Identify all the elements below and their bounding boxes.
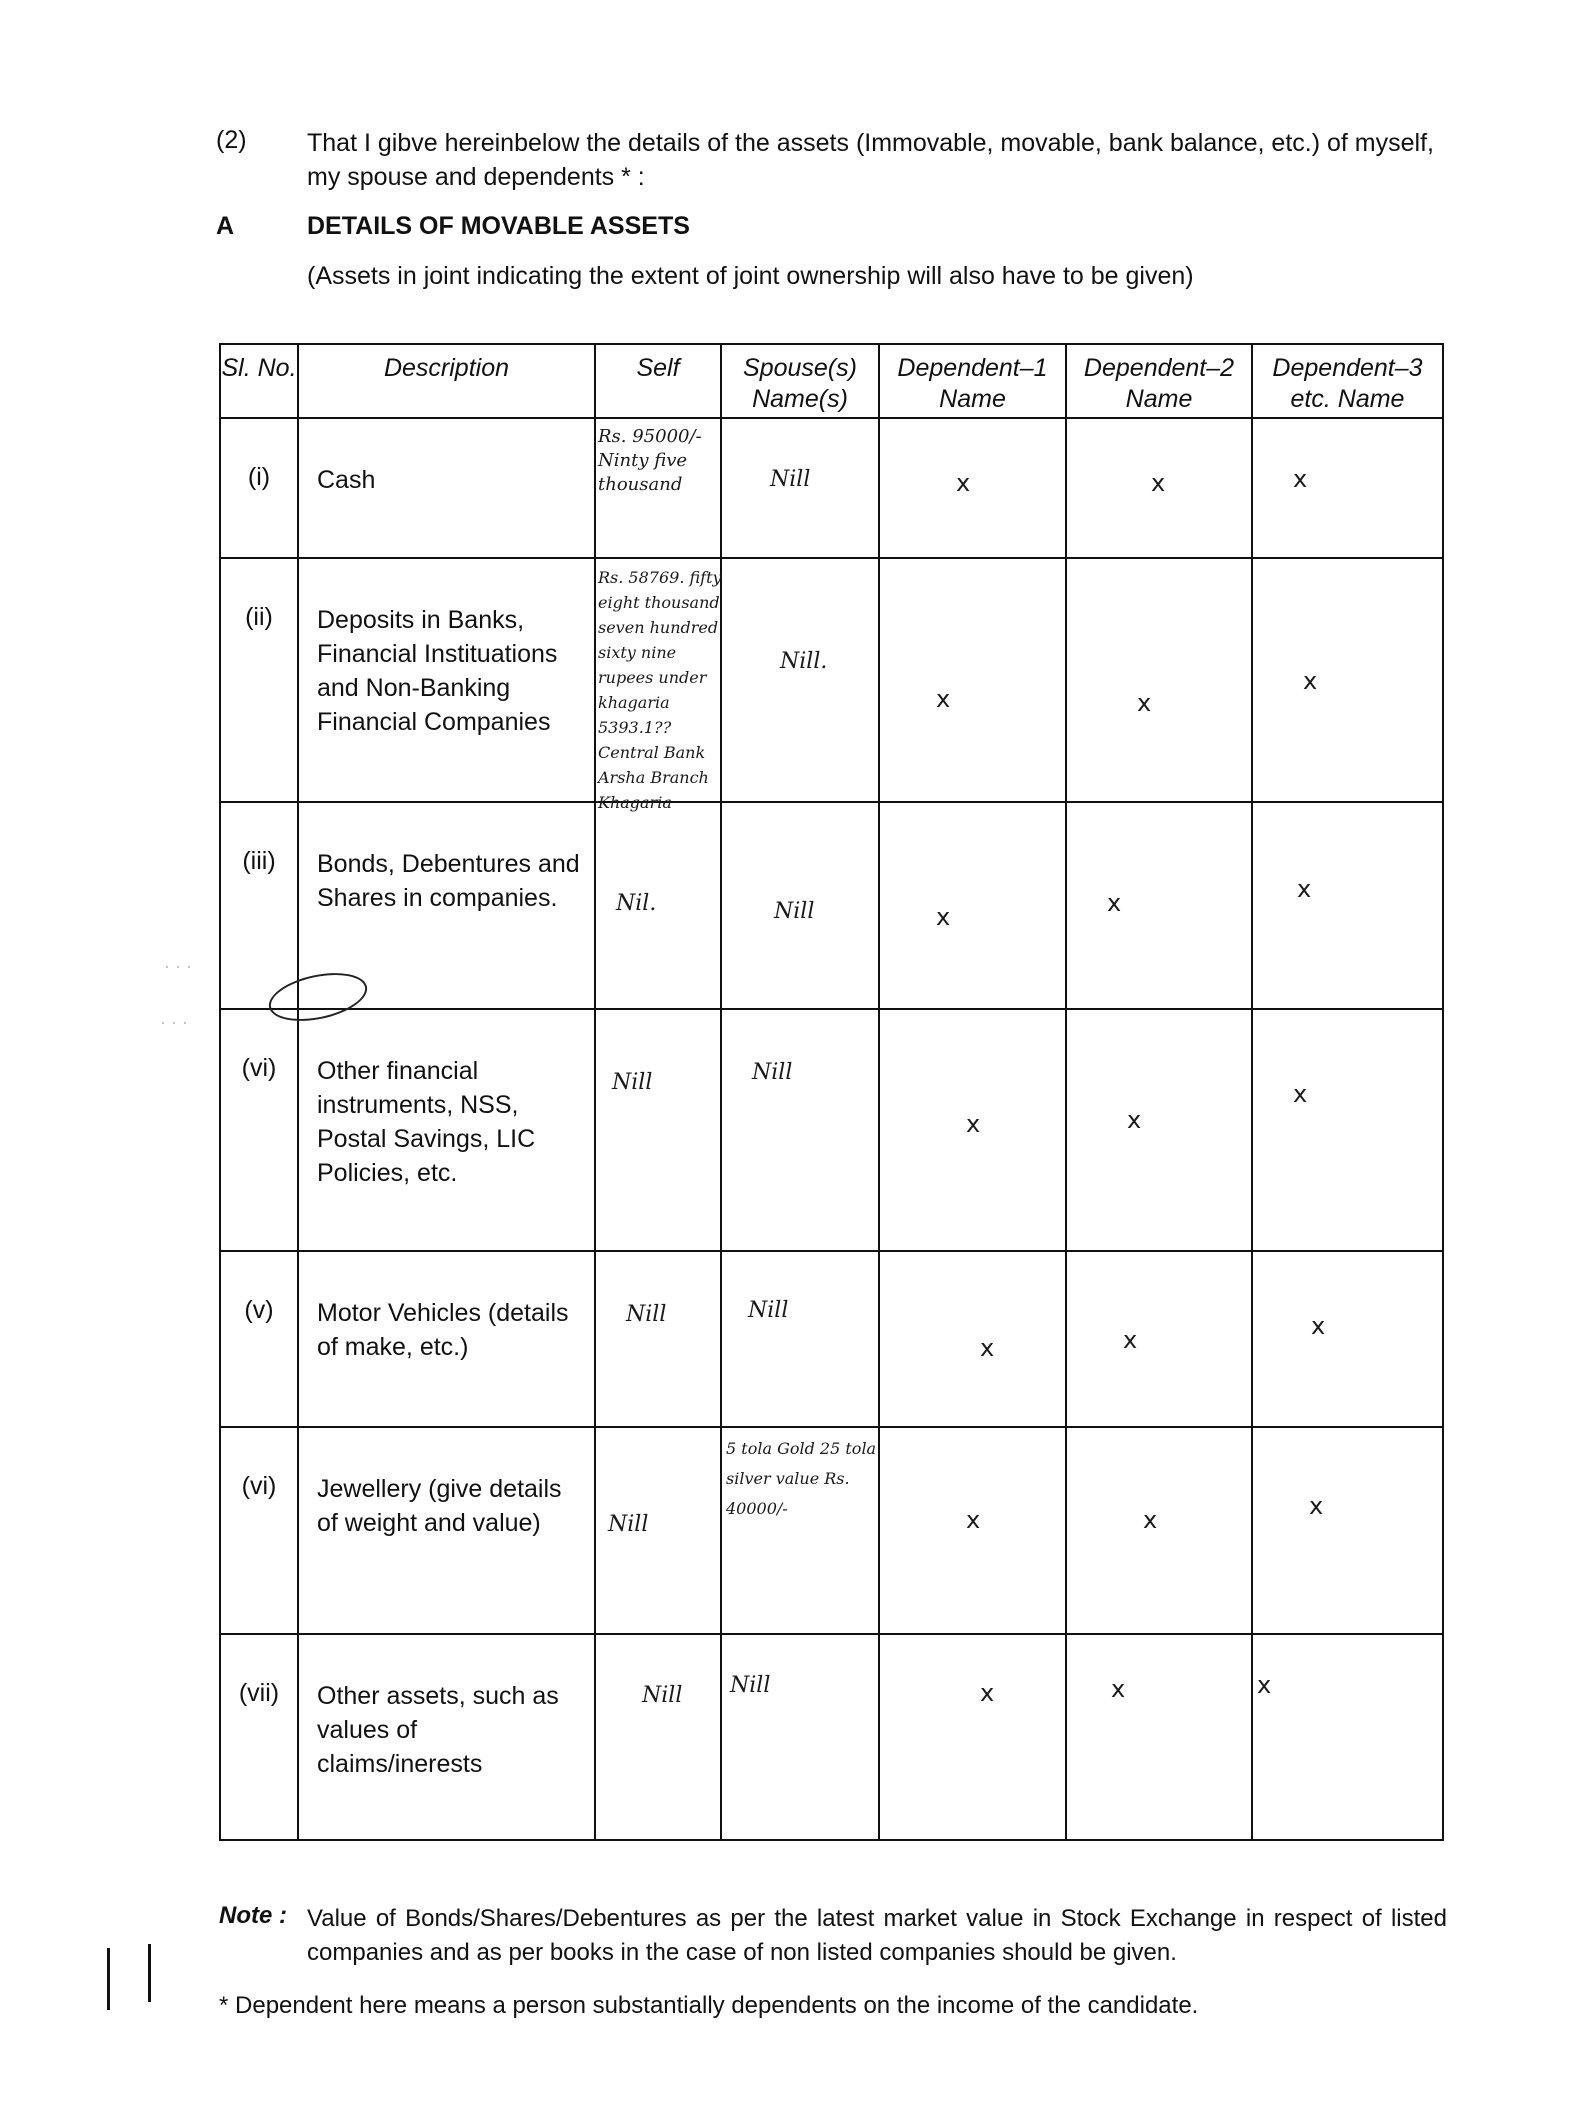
cross-mark: x	[956, 469, 971, 497]
handwritten-spouse: Nill	[774, 899, 815, 924]
row-sl-no: (vi)	[220, 1009, 298, 1251]
section-letter: A	[216, 212, 235, 240]
cross-mark: x	[1151, 469, 1166, 497]
cross-mark: x	[1311, 1312, 1326, 1340]
row-dependent-3	[1252, 1634, 1443, 1840]
row-self	[595, 1427, 721, 1634]
handwritten-self: Nil.	[616, 891, 657, 916]
intro-paragraph: That I gibve hereinbelow the details of the assets (Immovable, movable, bank balance, etc.) of myself, my spouse and dependents * :	[307, 129, 1434, 191]
handwritten-self: Rs. 58769. fifty eight thousand seven hundred sixty nine rupees under khagaria 5393.1?? Central Bank Arsha Branch Khagaria	[598, 568, 722, 812]
row-self	[595, 558, 722, 812]
row-spouse	[721, 1009, 879, 1251]
row-dependent-1	[879, 1634, 1066, 1840]
cross-mark: x	[1293, 465, 1308, 493]
cross-mark: x	[966, 1506, 981, 1534]
cross-mark: x	[936, 903, 951, 931]
row-dependent-2	[1066, 418, 1252, 558]
row-description: Bonds, Debentures and Shares in companies.	[298, 802, 595, 1009]
row-spouse	[721, 1427, 879, 1634]
cross-mark: x	[1309, 1492, 1324, 1520]
handwritten-spouse: Nill	[730, 1673, 771, 1698]
handwritten-spouse: 5 tola Gold 25 tola silver value Rs. 40000/-	[726, 1439, 877, 1518]
row-dependent-2	[1066, 1009, 1252, 1251]
row-dependent-1	[879, 1251, 1066, 1427]
row-dependent-2	[1066, 1427, 1252, 1634]
table-row	[220, 558, 1443, 802]
row-spouse	[721, 1251, 879, 1427]
cross-mark: x	[936, 685, 951, 713]
row-spouse	[721, 558, 879, 802]
row-spouse	[721, 1634, 879, 1840]
cross-mark: x	[1123, 1326, 1138, 1354]
cross-mark: x	[980, 1679, 995, 1707]
row-description: Deposits in Banks, Financial Instituations and Non-Banking Financial Companies	[298, 558, 595, 802]
handwritten-spouse: Nill.	[780, 649, 828, 674]
cross-mark: x	[1293, 1080, 1308, 1108]
handwritten-self: Rs. 95000/- Ninty five thousand	[598, 426, 702, 495]
header-sl-no: Sl. No.	[220, 344, 298, 418]
table-header-row	[220, 344, 1443, 418]
row-sl-no: (vi)	[220, 1427, 298, 1634]
cross-mark: x	[1137, 689, 1152, 717]
cross-mark: x	[1107, 889, 1122, 917]
handwritten-spouse: Nill	[770, 467, 811, 492]
row-description: Other assets, such as values of claims/inerests	[298, 1634, 595, 1840]
row-self	[595, 1634, 721, 1840]
row-sl-no: (v)	[220, 1251, 298, 1427]
header-dependent-2: Dependent–2 Name	[1066, 344, 1252, 418]
row-dependent-3	[1252, 558, 1443, 802]
row-dependent-1	[879, 1427, 1066, 1634]
row-self	[595, 418, 721, 558]
cross-mark: x	[966, 1110, 981, 1138]
header-self: Self	[595, 344, 721, 418]
row-dependent-1	[879, 418, 1066, 558]
header-dependent-1: Dependent–1 Name	[879, 344, 1066, 418]
row-description: Other financial instruments, NSS, Postal Savings, LIC Policies, etc.	[298, 1009, 595, 1251]
row-description: Jewellery (give details of weight and value)	[298, 1427, 595, 1634]
cross-mark: x	[1127, 1106, 1142, 1134]
table-row	[220, 1427, 1443, 1634]
table-row	[220, 1009, 1443, 1251]
table-row	[220, 802, 1443, 1009]
row-dependent-3	[1252, 1251, 1443, 1427]
row-sl-no: (i)	[220, 418, 298, 558]
cross-mark: x	[1111, 1675, 1126, 1703]
row-self	[595, 1009, 721, 1251]
row-dependent-1	[879, 1009, 1066, 1251]
row-self	[595, 802, 721, 1009]
header-spouse: Spouse(s) Name(s)	[721, 344, 879, 418]
header-description: Description	[298, 344, 595, 418]
row-description: Motor Vehicles (details of make, etc.)	[298, 1251, 595, 1427]
handwritten-spouse: Nill	[748, 1298, 789, 1323]
footnote: * Dependent here means a person substantially dependents on the income of the candidate.	[219, 1992, 1199, 2019]
cross-mark: x	[1297, 875, 1312, 903]
handwritten-self: Nill	[626, 1302, 667, 1327]
row-dependent-3	[1252, 802, 1443, 1009]
cross-mark: x	[980, 1334, 995, 1362]
cross-mark: x	[1303, 667, 1318, 695]
cross-mark: x	[1143, 1506, 1158, 1534]
official-stamp: · · · · · ·	[160, 956, 192, 1032]
row-description: Cash	[298, 418, 595, 558]
row-dependent-1	[879, 802, 1066, 1009]
row-dependent-3	[1252, 1009, 1443, 1251]
row-dependent-1	[879, 558, 1066, 802]
margin-mark	[148, 1944, 151, 2002]
section-subtitle: (Assets in joint indicating the extent of joint ownership will also have to be given)	[307, 262, 1194, 290]
section-title: DETAILS OF MOVABLE ASSETS	[307, 212, 690, 240]
margin-mark	[107, 1948, 110, 2010]
movable-assets-table	[219, 343, 1444, 1841]
row-spouse	[721, 418, 879, 558]
row-sl-no: (iii)	[220, 802, 298, 1009]
row-dependent-2	[1066, 1251, 1252, 1427]
row-dependent-3	[1252, 418, 1443, 558]
note-text: Value of Bonds/Shares/Debentures as per the latest market value in Stock Exchange in respect of listed companies and as per books in the case of non listed companies should be given.	[307, 1905, 1447, 1966]
row-dependent-2	[1066, 1634, 1252, 1840]
note-label: Note :	[219, 1902, 287, 1929]
row-dependent-3	[1252, 1427, 1443, 1634]
header-dependent-3: Dependent–3 etc. Name	[1252, 344, 1443, 418]
table-row	[220, 1251, 1443, 1427]
intro-number: (2)	[216, 126, 247, 154]
row-spouse	[721, 802, 879, 1009]
cross-mark: x	[1257, 1671, 1272, 1699]
table-row	[220, 418, 1443, 558]
row-dependent-2	[1066, 558, 1252, 802]
handwritten-spouse: Nill	[752, 1060, 793, 1085]
handwritten-self: Nill	[612, 1070, 653, 1095]
row-sl-no: (ii)	[220, 558, 298, 802]
handwritten-self: Nill	[642, 1683, 683, 1708]
table-row	[220, 1634, 1443, 1840]
row-dependent-2	[1066, 802, 1252, 1009]
row-sl-no: (vii)	[220, 1634, 298, 1840]
row-self	[595, 1251, 721, 1427]
handwritten-self: Nill	[608, 1512, 649, 1537]
